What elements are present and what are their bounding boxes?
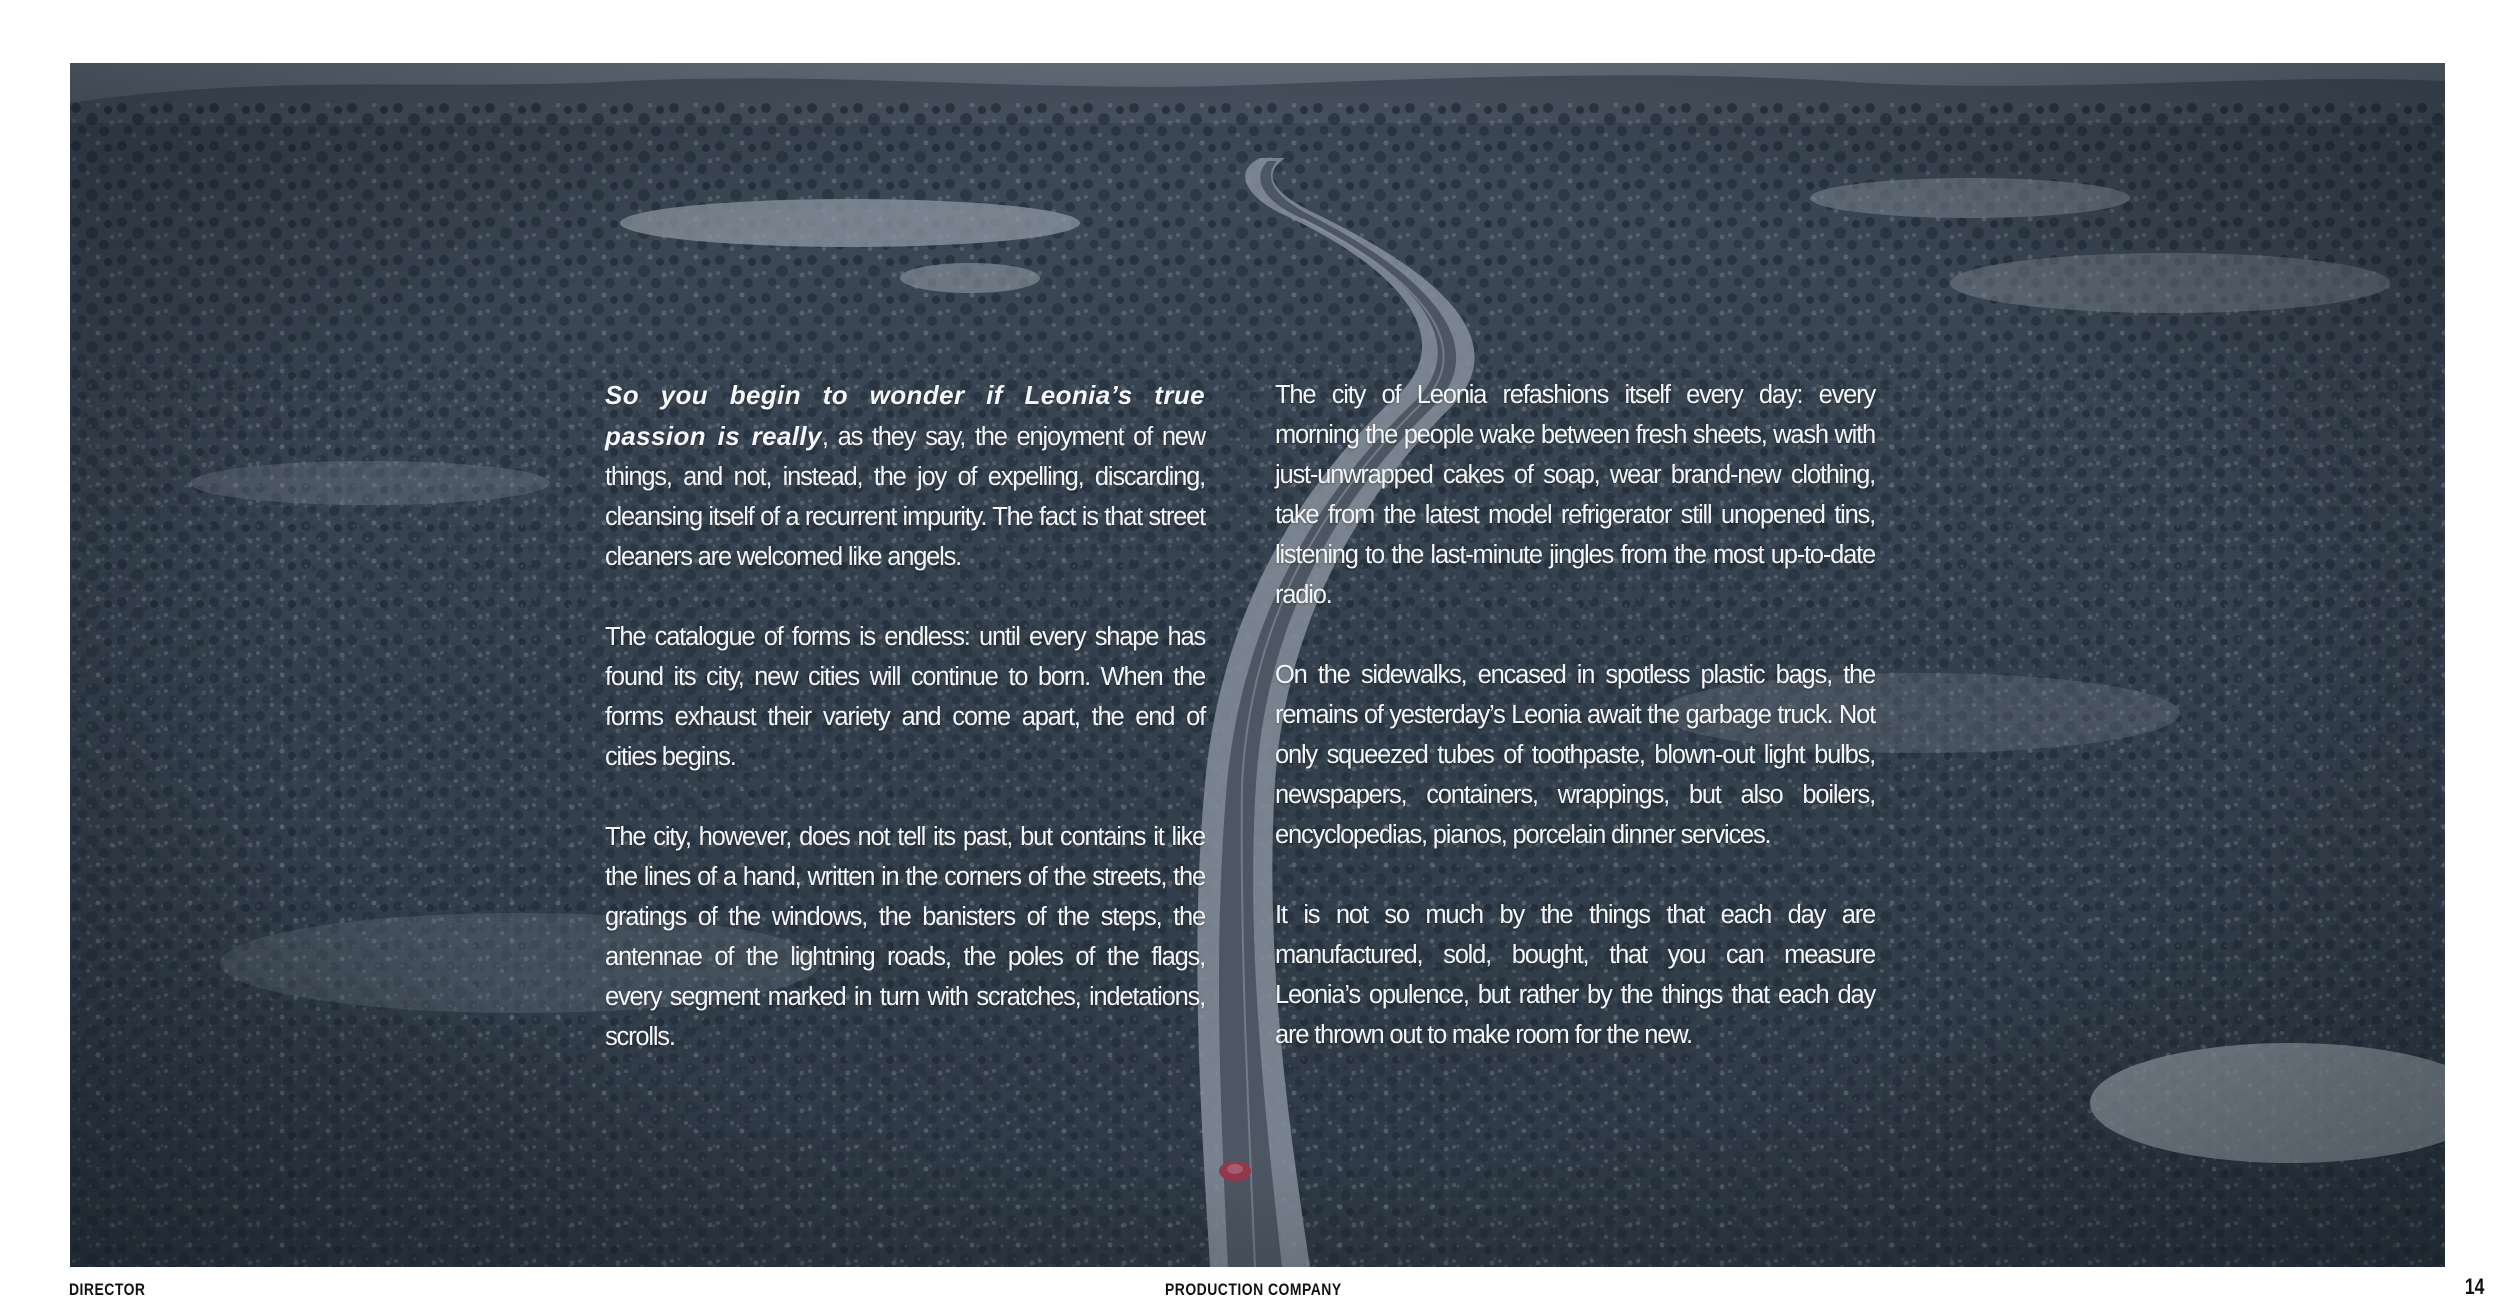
footer-production-company: PRODUCTION COMPANY [1165, 1280, 1342, 1299]
aerial-winter-road-illustration [70, 63, 2445, 1267]
left-paragraph-1-rest: , as they say, the enjoyment of new things, and not, instead, the joy of expelling, discarding, cleansing itself of a recurrent impurity. The fact is that street cleaners are welcomed like angels. [605, 423, 1205, 571]
left-paragraph-1 [605, 375, 1205, 577]
left-text-column [605, 375, 1205, 1097]
left-paragraph-2: The catalogue of forms is endless: until every shape has found its city, new cities will continue to born. When the forms exhaust their variety and come apart, the end of cities begins. [605, 623, 1205, 771]
lead-phrase: So you begin to wonder if Leonia’s true passion is really [605, 380, 1205, 451]
footer-director: DIRECTOR [69, 1280, 146, 1299]
left-paragraph-3: The city, however, does not tell its past, but contains it like the lines of a hand, written in the corners of the streets, the gratings of the windows, the banisters of the steps, the antennae of the lightning roads, the poles of the flags, every segment marked in turn with scratches, indetations, scrolls. [605, 823, 1205, 1051]
right-paragraph-3: It is not so much by the things that each day are manufactured, sold, bought, that you can measure Leonia’s opulence, but rather by the things that each day are thrown out to make room for the new. [1275, 901, 1875, 1049]
right-paragraph-2: On the sidewalks, encased in spotless plastic bags, the remains of yesterday’s Leonia await the garbage truck. Not only squeezed tubes of toothpaste, blown-out light bulbs, newspapers, containers, wrappings, but also boilers, encyclopedias, pianos, porcelain dinner services. [1275, 661, 1875, 849]
background-photo [70, 63, 2445, 1267]
right-text-column [1275, 375, 1875, 1095]
page-number: 14 [2464, 1274, 2484, 1299]
right-paragraph-1: The city of Leonia refashions itself every day: every morning the people wake between fresh sheets, wash with just-unwrapped cakes of soap, wear brand-new clothing, take from the latest model refrigerator still unopened tins, listening to the last-minute jingles from the most up-to-date radio. [1275, 381, 1875, 609]
